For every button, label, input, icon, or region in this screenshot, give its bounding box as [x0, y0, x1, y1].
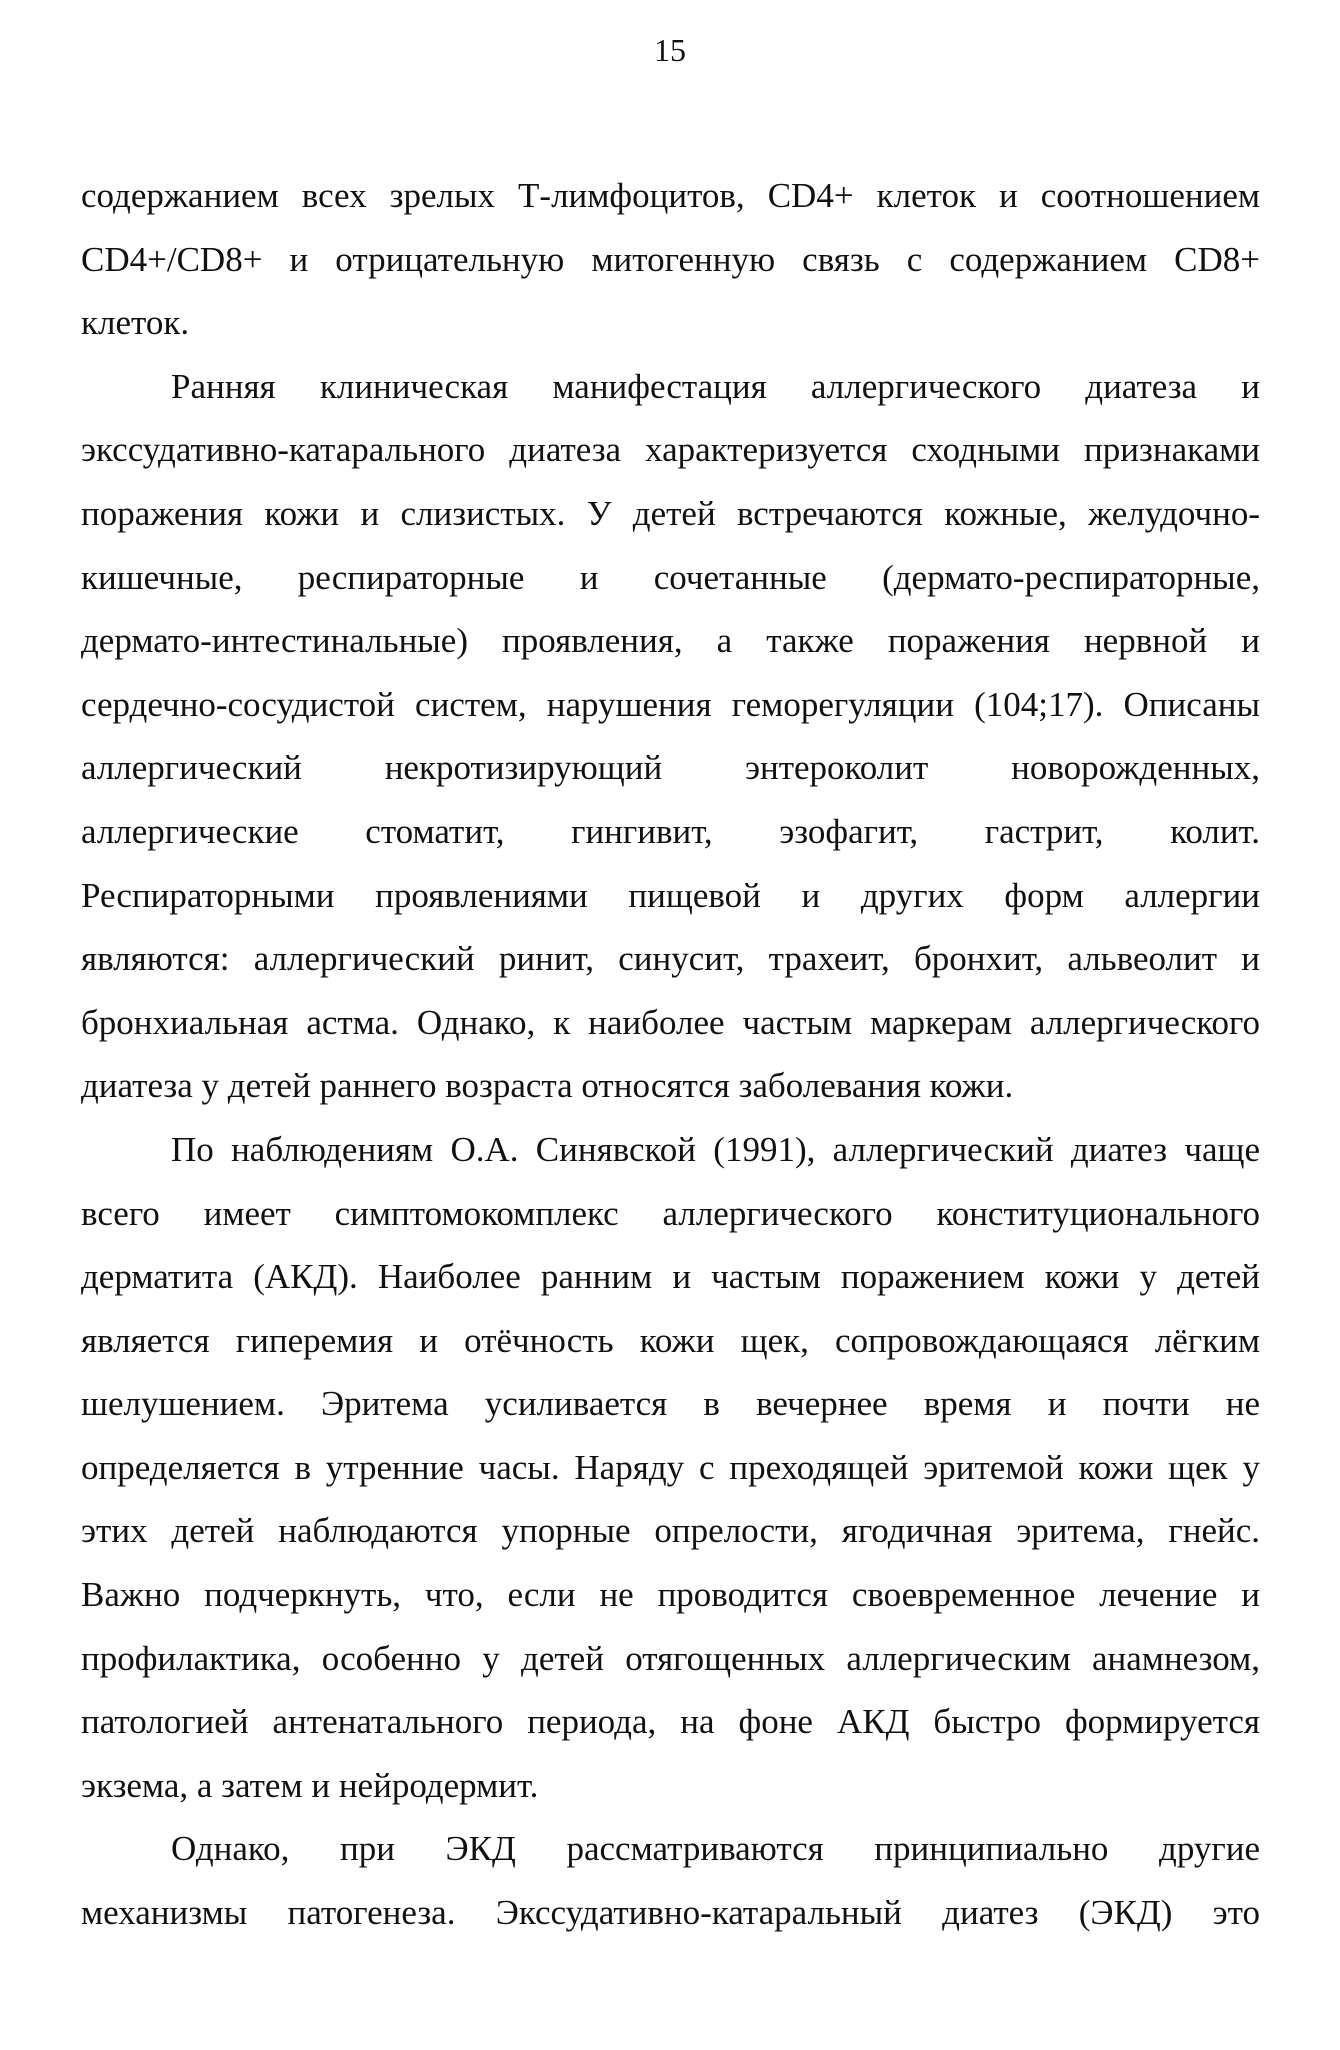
paragraph-3: [81, 1118, 1260, 1818]
text-line: кишечные, респираторные и сочетанные (дермато-респираторные,: [81, 557, 1260, 597]
text-line: аллергические стоматит, гингивит, эзофагит, гастрит, колит.: [81, 811, 1260, 851]
text-line: является гиперемия и отёчность кожи щек, сопровождающаяся лёгким: [81, 1320, 1260, 1360]
text-line: являются: аллергический ринит, синусит, трахеит, бронхит, альвеолит и: [81, 939, 1260, 979]
text-line: Респираторными проявлениями пищевой и других форм аллергии: [81, 875, 1260, 915]
paragraph-4: [81, 1817, 1260, 1944]
body-text: [81, 164, 1260, 1945]
text-line: Ранняя клиническая манифестация аллергического диатеза и: [171, 366, 1260, 406]
text-line: По наблюдениям О.А. Синявской (1991), аллергический диатез чаще: [171, 1129, 1260, 1169]
text-line: клеток.: [81, 303, 190, 343]
text-line: содержанием всех зрелых Т-лимфоцитов, CD4+ клеток и соотношением: [81, 176, 1260, 215]
text-line: дерматита (АКД). Наиболее ранним и частым поражением кожи у детей: [81, 1257, 1260, 1297]
page-number: 15: [654, 32, 686, 68]
text-line: диатеза у детей раннего возраста относятся заболевания кожи.: [81, 1066, 1014, 1106]
text-line: патологией антенатального периода, на фоне АКД быстро формируется: [81, 1702, 1260, 1742]
text-line: экзема, а затем и нейродермит.: [81, 1765, 539, 1805]
paragraph-1: [81, 164, 1260, 355]
text-line: CD4+/CD8+ и отрицательную митогенную связь с содержанием CD8+: [81, 239, 1260, 279]
text-line: Однако, при ЭКД рассматриваются принципиально другие: [171, 1829, 1260, 1869]
text-line: всего имеет симптомокомплекс аллергического конституционального: [81, 1193, 1260, 1233]
text-line: этих детей наблюдаются упорные опрелости, ягодичная эритема, гнейс.: [81, 1511, 1260, 1551]
text-line: сердечно-сосудистой систем, нарушения геморегуляции (104;17). Описаны: [81, 684, 1260, 724]
text-line: механизмы патогенеза. Экссудативно-катаральный диатез (ЭКД) это: [81, 1893, 1260, 1933]
text-line: шелушением. Эритема усиливается в вечернее время и почти не: [81, 1384, 1260, 1424]
text-line: профилактика, особенно у детей отягощенных аллергическим анамнезом,: [81, 1638, 1260, 1678]
text-line: аллергический некротизирующий энтероколит новорожденных,: [81, 748, 1260, 788]
paragraph-2: [81, 355, 1260, 1118]
text-line: экссудативно-катарального диатеза характеризуется сходными признаками: [81, 430, 1260, 470]
text-line: поражения кожи и слизистых. У детей встречаются кожные, желудочно-: [81, 493, 1260, 533]
text-line: дермато-интестинальные) проявления, а также поражения нервной и: [81, 621, 1260, 661]
text-line: Важно подчеркнуть, что, если не проводится своевременное лечение и: [81, 1575, 1260, 1615]
text-line: определяется в утренние часы. Наряду с преходящей эритемой кожи щек у: [81, 1447, 1260, 1487]
text-line: бронхиальная астма. Однако, к наиболее частым маркерам аллергического: [81, 1002, 1260, 1042]
